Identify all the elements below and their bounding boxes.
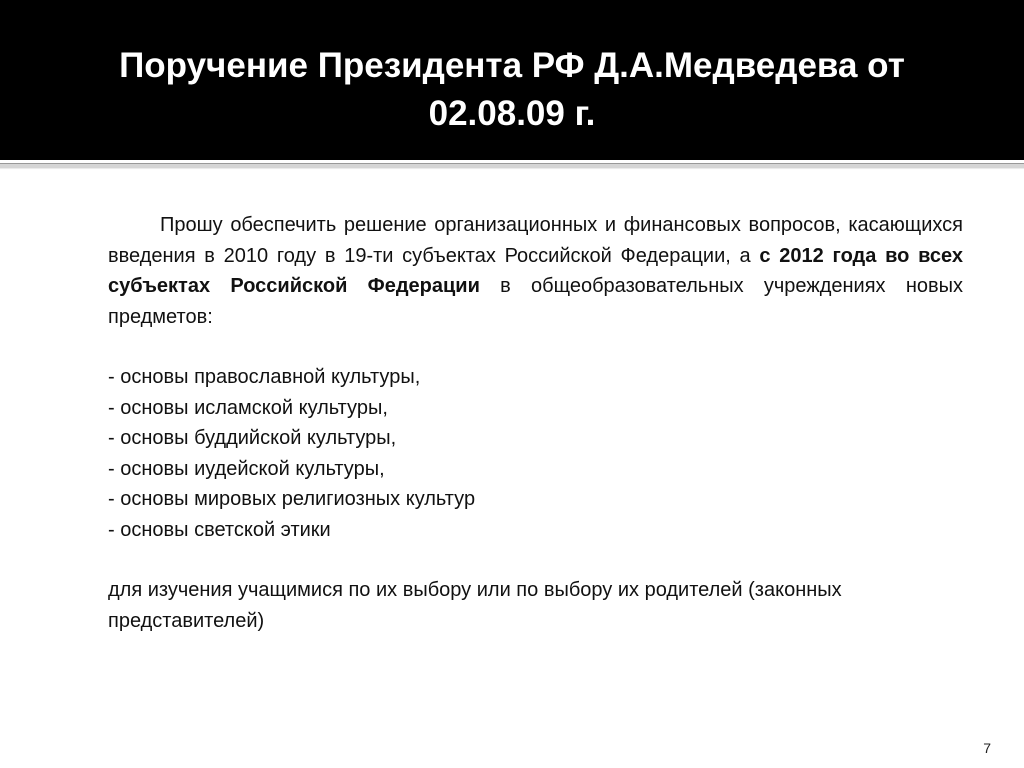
slide-body xyxy=(108,210,963,636)
intro-text-part-1: Прошу обеспечить решение организационных и финансовых вопросов, касающихся введения в 2010 году в 19-ти субъектах Российской Федерации, а xyxy=(108,214,963,267)
closing-paragraph: для изучения учащимися по их выбору или по выбору их родителей (законных представителей) xyxy=(108,579,842,632)
slide-title-line-1: Поручение Президента РФ Д.А.Медведева от xyxy=(119,46,905,85)
slide-title-line-2: 02.08.09 г. xyxy=(428,94,596,133)
page-number: 7 xyxy=(983,740,991,756)
subject-item: - основы мировых религиозных культур xyxy=(108,488,476,510)
intro-text-part-2: в общеобразовательных учреждениях новых предметов: xyxy=(108,275,963,328)
subjects-list xyxy=(108,362,963,545)
subject-item: - основы буддийской культуры, xyxy=(108,427,397,449)
title-separator xyxy=(0,163,1024,169)
subject-item: - основы иудейской культуры, xyxy=(108,457,385,480)
subject-item: - основы светской этики xyxy=(108,518,331,541)
slide-title xyxy=(60,42,964,138)
intro-paragraph xyxy=(108,210,963,332)
subject-item: - основы православной культуры, xyxy=(108,366,421,388)
title-bar xyxy=(0,0,1024,160)
subject-item: - основы исламской культуры, xyxy=(108,396,388,419)
intro-bold-text: с 2012 года во всех субъектах Российской Федерации xyxy=(108,244,963,297)
